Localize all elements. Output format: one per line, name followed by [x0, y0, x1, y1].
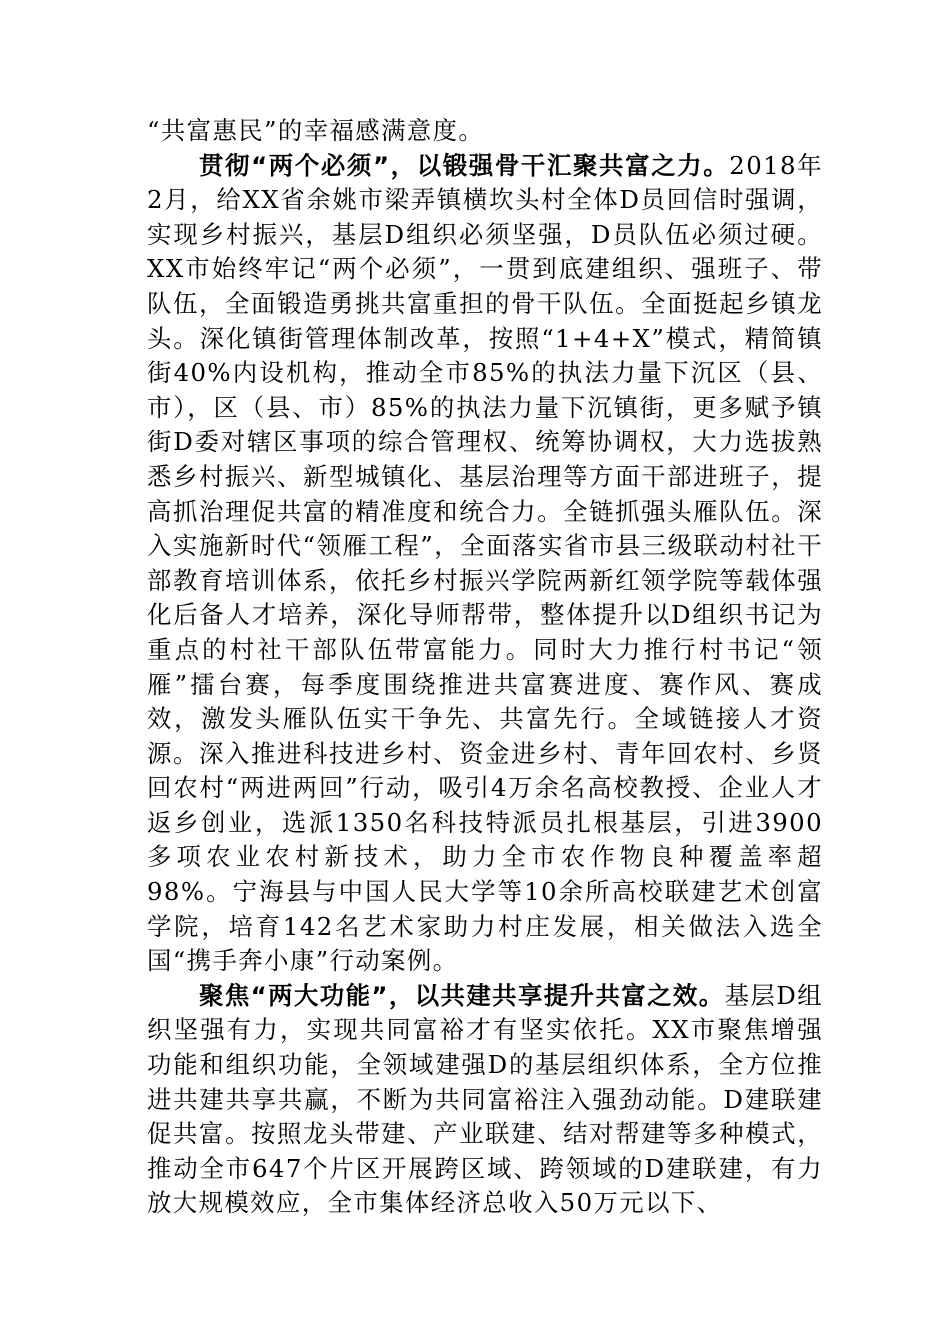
document-body: [147, 114, 823, 1221]
paragraph-heading: 聚焦“两大功能”，以共建共享提升共富之效。: [199, 980, 725, 1010]
paragraph-text: “共富惠民”的幸福感满意度。: [147, 116, 485, 145]
paragraph-text: 基层D组织坚强有力，实现共同富裕才有坚实依托。XX市聚焦增强功能和组织功能，全领域建强D的基层组织体系，全方位推进共建共享共赢，不断为共同富裕注入强劲动能。D建联建促共富。按照龙头带建、产业联建、结对帮建等多种模式，推动全市647个片区开展跨区域、跨领域的D建联建，有力放大规模效应，全市集体经济总收入50万元以下、: [147, 980, 824, 1218]
paragraph-heading: 贯彻“两个必须”，以锻强骨干汇聚共富之力。: [199, 150, 730, 180]
paragraph-intro: [147, 114, 823, 149]
paragraph-two-functions: [147, 979, 823, 1221]
paragraph-text: 2018年2月，给XX省余姚市梁弄镇横坎头村全体D员回信时强调，实现乡村振兴，基层D组织必须坚强，D员队伍必须过硬。XX市始终牢记“两个必须”，一贯到底建组织、强班子、带队伍，全面锻造勇挑共富重担的骨干队伍。全面挺起乡镇龙头。深化镇街管理体制改革，按照“1+4+X”模式，精简镇街40%内设机构，推动全市85%的执法力量下沉区（县、市），区（县、市）85%的执法力量下沉镇街，更多赋予镇街D委对辖区事项的综合管理权、统筹协调权，大力选拔熟悉乡村振兴、新型城镇化、基层治理等方面干部进班子，提高抓治理促共富的精准度和统合力。全链抓强头雁队伍。深入实施新时代“领雁工程”，全面落实省市县三级联动村社干部教育培训体系，依托乡村振兴学院两新红领学院等载体强化后备人才培养，深化导师帮带，整体提升以D组织书记为重点的村社干部队伍带富能力。同时大力推行村书记“领雁”擂台赛，每季度围绕推进共富赛进度、赛作风、赛成效，激发头雁队伍实干争先、共富先行。全域链接人才资源。深入推进科技进乡村、资金进乡村、青年回农村、乡贤回农村“两进两回”行动，吸引4万余名高校教授、企业人才返乡创业，选派1350名科技特派员扎根基层，引进3900多项农业农村新技术，助力全市农作物良种覆盖率超98%。宁海县与中国人民大学等10余所高校联建艺术创富学院，培育142名艺术家助力村庄发展，相关做法入选全国“携手奔小康”行动案例。: [147, 150, 824, 976]
paragraph-two-musts: [147, 149, 823, 979]
